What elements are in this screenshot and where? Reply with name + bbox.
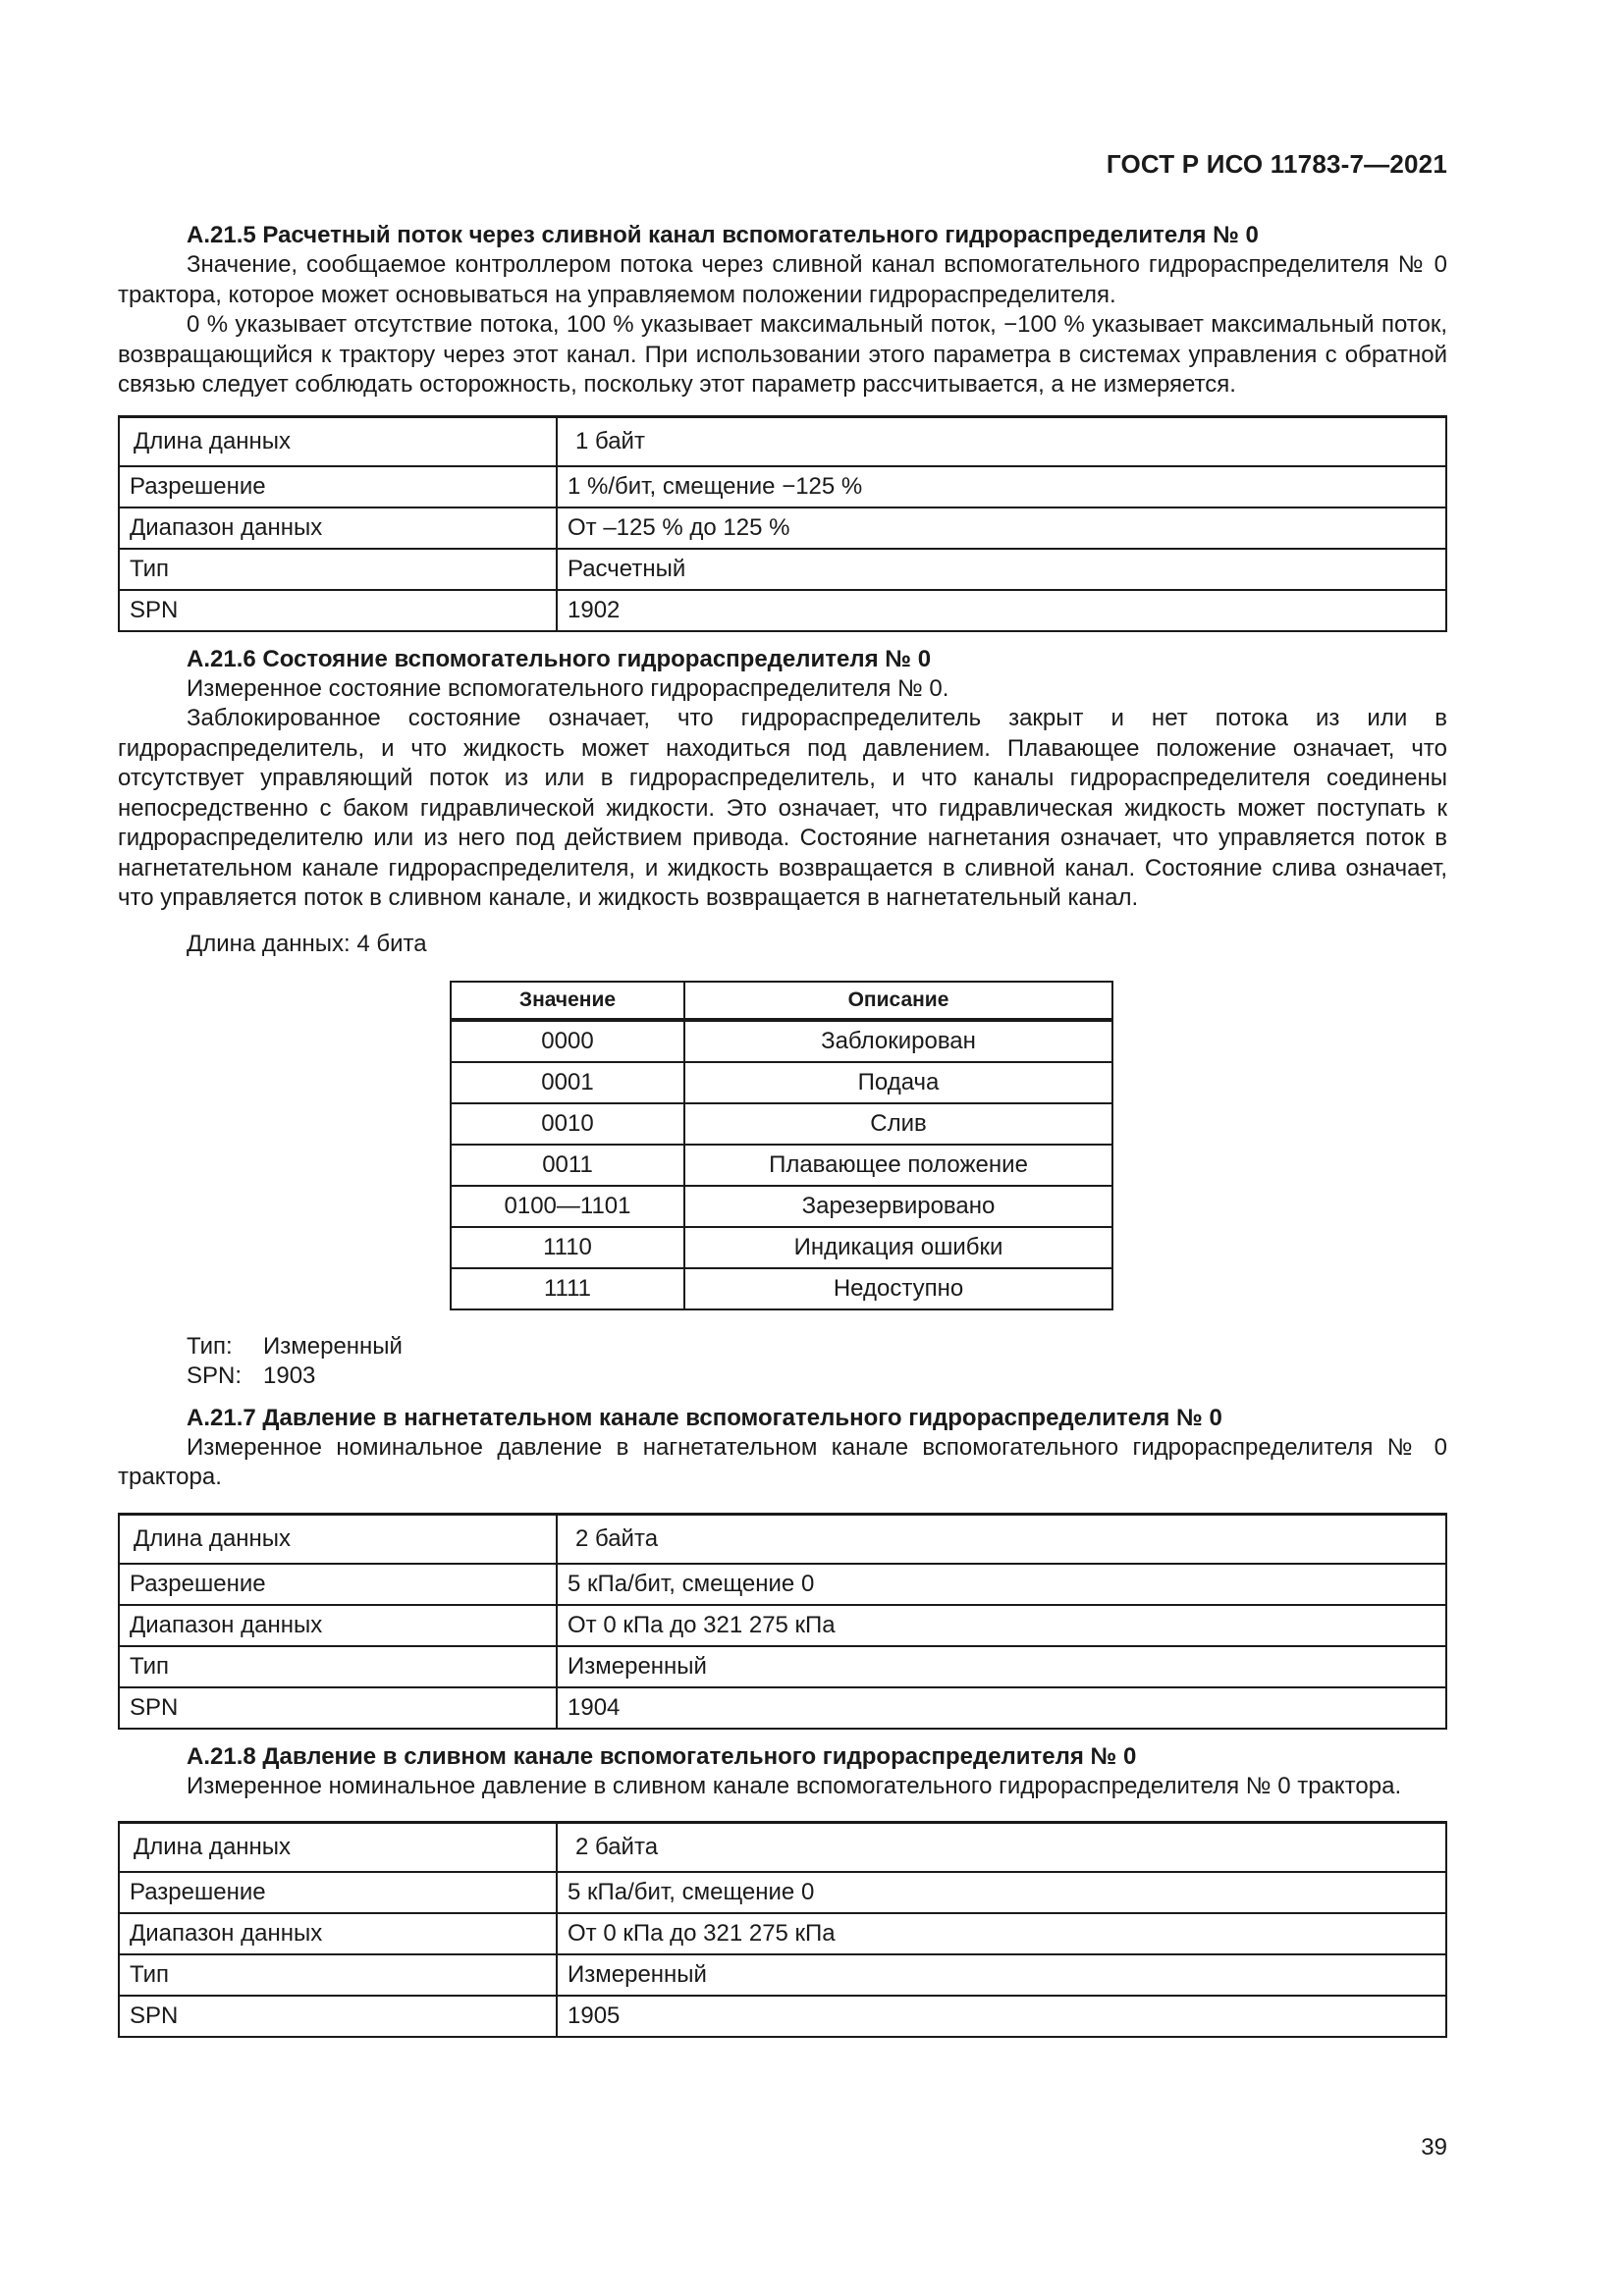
table-row (119, 507, 1446, 549)
table-row (119, 1913, 1446, 1954)
row-label: SPN (119, 1996, 557, 2037)
section-a21-8-paragraph-1: Измеренное номинальное давление в сливном канале вспомогательного гидрораспределителя № 0 трактора. (187, 1772, 1402, 1799)
document-id-header: ГОСТ Р ИСО 11783-7—2021 (1106, 149, 1447, 179)
table-header-row (451, 982, 1112, 1020)
row-label: Длина данных (119, 416, 557, 466)
row-value: Расчетный (557, 549, 1446, 590)
code-description: Зарезервировано (684, 1186, 1112, 1227)
table-row (119, 1823, 1446, 1873)
row-label: Диапазон данных (119, 1913, 557, 1954)
row-value: От 0 кПа до 321 275 кПа (557, 1605, 1446, 1646)
row-label: Тип (119, 549, 557, 590)
row-label: Разрешение (119, 466, 557, 507)
code-value: 0100—1101 (451, 1186, 684, 1227)
code-value: 0000 (451, 1020, 684, 1062)
row-label: SPN (119, 1687, 557, 1729)
section-a21-6-paragraph-1: Измеренное состояние вспомогательного гидрораспределителя № 0. (187, 674, 949, 702)
row-label: Тип (119, 1954, 557, 1996)
section-a21-5-paragraph-1: Значение, сообщаемое контроллером потока через сливной канал вспомогательного гидрораспределителя № 0 трактора, которое может основываться на управляемом положении гидрораспределителя. (118, 251, 1447, 308)
row-label: Диапазон данных (119, 507, 557, 549)
parameter-table-a21-8 (118, 1821, 1447, 2038)
row-label: Разрешение (119, 1872, 557, 1913)
table-row (119, 1872, 1446, 1913)
code-value: 1110 (451, 1227, 684, 1268)
table-row (119, 1646, 1446, 1687)
type-line (118, 1332, 1447, 1362)
table-row (451, 1227, 1112, 1268)
row-label: Тип (119, 1646, 557, 1687)
row-value: Измеренный (557, 1954, 1446, 1996)
table-row (119, 416, 1446, 466)
row-value: 1902 (557, 590, 1446, 631)
type-label: Тип: (187, 1332, 233, 1360)
row-label: SPN (119, 590, 557, 631)
table-row (119, 1954, 1446, 1996)
page-number: 39 (1421, 2134, 1447, 2161)
code-description: Недоступно (684, 1268, 1112, 1309)
code-description: Подача (684, 1062, 1112, 1103)
table-row (451, 1186, 1112, 1227)
table-row (119, 1605, 1446, 1646)
row-value: 5 кПа/бит, смещение 0 (557, 1872, 1446, 1913)
row-value: 2 байта (557, 1823, 1446, 1873)
spn-label: SPN: (187, 1362, 243, 1389)
table-row (119, 549, 1446, 590)
row-value: От 0 кПа до 321 275 кПа (557, 1913, 1446, 1954)
state-codes-table (450, 981, 1113, 1310)
spn-value: 1903 (263, 1362, 316, 1389)
parameter-table-a21-7 (118, 1513, 1447, 1730)
section-heading-a21-6: А.21.6 Состояние вспомогательного гидрораспределителя № 0 (187, 645, 932, 672)
row-value: От –125 % до 125 % (557, 507, 1446, 549)
code-value: 0001 (451, 1062, 684, 1103)
code-description: Заблокирован (684, 1020, 1112, 1062)
row-value: 2 байта (557, 1514, 1446, 1564)
table-row (451, 1020, 1112, 1062)
column-header-description: Описание (684, 982, 1112, 1020)
row-value: 1904 (557, 1687, 1446, 1729)
table-row (119, 590, 1446, 631)
section-a21-5-paragraph-2: 0 % указывает отсутствие потока, 100 % указывает максимальный поток, −100 % указывает максимальный поток, возвращающийся к трактору через этот канал. При использовании этого параметра в системах управления с обратной связью следует соблюдать осторожность, поскольку этот параметр рассчитывается, а не измеряется. (118, 311, 1447, 398)
code-description: Слив (684, 1103, 1112, 1145)
table-row (119, 1687, 1446, 1729)
table-row (119, 1514, 1446, 1564)
row-label: Диапазон данных (119, 1605, 557, 1646)
code-value: 1111 (451, 1268, 684, 1309)
table-row (451, 1268, 1112, 1309)
section-a21-7-paragraph-1: Измеренное номинальное давление в нагнетательном канале вспомогательного гидрораспределителя № 0 трактора. (118, 1433, 1447, 1490)
column-header-value: Значение (451, 982, 684, 1020)
row-value: 1 байт (557, 416, 1446, 466)
code-value: 0011 (451, 1145, 684, 1186)
section-heading-a21-8: А.21.8 Давление в сливном канале вспомогательного гидрораспределителя № 0 (187, 1742, 1137, 1770)
section-heading-a21-5: А.21.5 Расчетный поток через сливной канал вспомогательного гидрораспределителя № 0 (187, 222, 1259, 248)
spn-line (118, 1362, 1447, 1391)
table-row (451, 1103, 1112, 1145)
section-a21-6-paragraph-2: Заблокированное состояние означает, что гидрораспределитель закрыт и нет потока из или в гидрораспределитель, и что жидкость может находиться под давлением. Плавающее положение означает, что отсутствует управляющий поток из или в гидрораспределитель, и что каналы гидрораспределителя соединены непосредственно с баком гидравлической жидкости. Это означает, что гидравлическая жидкость может поступать к гидрораспределителю или из него под действием привода. Состояние нагнетания означает, что управляется поток в нагнетательном канале гидрораспределителя, и жидкость возвращается в сливной канал. Состояние слива означает, что управляется поток в сливном канале, и жидкость возвращается в нагнетательный канал. (118, 705, 1447, 911)
table-row (451, 1062, 1112, 1103)
row-value: 5 кПа/бит, смещение 0 (557, 1564, 1446, 1605)
row-label: Разрешение (119, 1564, 557, 1605)
type-value: Измеренный (263, 1332, 403, 1360)
row-value: 1 %/бит, смещение −125 % (557, 466, 1446, 507)
parameter-table-a21-5 (118, 415, 1447, 632)
code-value: 0010 (451, 1103, 684, 1145)
table-row (119, 466, 1446, 507)
row-label: Длина данных (119, 1514, 557, 1564)
page-content (118, 220, 1447, 2038)
table-row (119, 1996, 1446, 2037)
row-label: Длина данных (119, 1823, 557, 1873)
table-row (451, 1145, 1112, 1186)
code-description: Индикация ошибки (684, 1227, 1112, 1268)
row-value: 1905 (557, 1996, 1446, 2037)
section-heading-a21-7: А.21.7 Давление в нагнетательном канале вспомогательного гидрораспределителя № 0 (187, 1404, 1222, 1431)
data-length-note: Длина данных: 4 бита (187, 930, 427, 957)
table-row (119, 1564, 1446, 1605)
code-description: Плавающее положение (684, 1145, 1112, 1186)
row-value: Измеренный (557, 1646, 1446, 1687)
